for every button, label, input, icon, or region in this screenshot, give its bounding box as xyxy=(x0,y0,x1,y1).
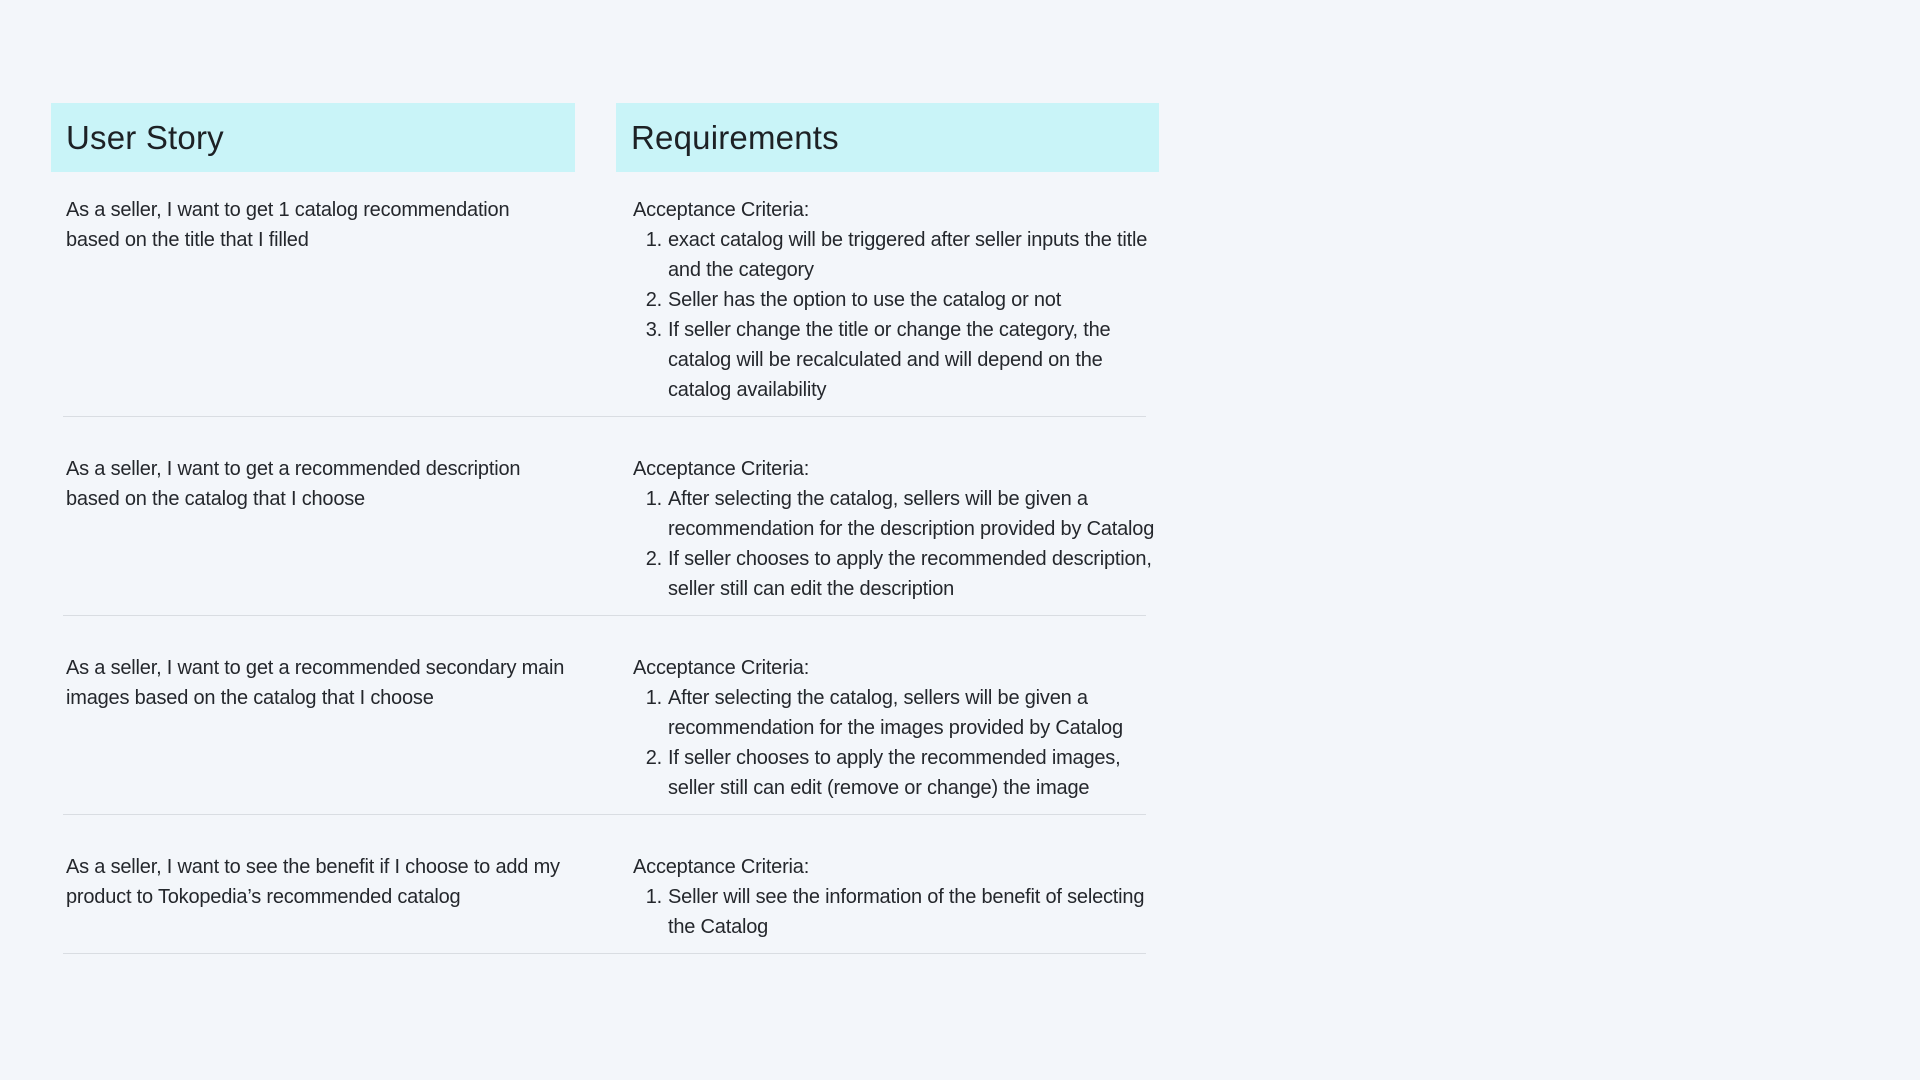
table-row xyxy=(51,172,1159,417)
requirements-cell xyxy=(616,195,1159,405)
requirements-cell xyxy=(616,852,1159,942)
user-story-cell xyxy=(51,653,575,803)
table-row xyxy=(51,815,1159,954)
acceptance-criteria-list xyxy=(633,225,1157,405)
acceptance-criteria-list xyxy=(633,683,1157,803)
acceptance-criteria-item-text: After selecting the catalog, sellers will be given a recommendation for the description provided by Catalog xyxy=(668,488,1155,540)
acceptance-criteria-item-text: If seller change the title or change the category, the catalog will be recalculated and will depend on the catalog availability xyxy=(668,319,1111,401)
user-story-cell xyxy=(51,195,575,405)
table-row xyxy=(51,616,1159,815)
acceptance-criteria-list xyxy=(633,484,1157,604)
acceptance-criteria-item xyxy=(633,315,1157,405)
requirements-cell xyxy=(616,653,1159,803)
acceptance-criteria-item xyxy=(633,484,1157,544)
user-story-cell xyxy=(51,454,575,604)
acceptance-criteria-item xyxy=(633,882,1157,942)
acceptance-criteria-item xyxy=(633,544,1157,604)
acceptance-criteria-item xyxy=(633,743,1157,803)
acceptance-criteria-label: Acceptance Criteria: xyxy=(633,856,810,878)
acceptance-criteria-item-text: Seller will see the information of the benefit of selecting the Catalog xyxy=(668,886,1145,938)
column-header-requirements: Requirements xyxy=(616,103,1159,172)
table-row xyxy=(51,417,1159,616)
user-story-text: As a seller, I want to see the benefit if I choose to add my product to Tokopedia’s recommended catalog xyxy=(66,856,560,908)
table-body xyxy=(51,172,1159,954)
acceptance-criteria-item xyxy=(633,225,1157,285)
requirements-cell xyxy=(616,454,1159,604)
acceptance-criteria-item xyxy=(633,285,1157,315)
user-story-cell xyxy=(51,852,575,942)
acceptance-criteria-item xyxy=(633,683,1157,743)
table-header-row xyxy=(51,103,1159,172)
acceptance-criteria-item-text: exact catalog will be triggered after seller inputs the title and the category xyxy=(668,229,1148,281)
acceptance-criteria-item-text: If seller chooses to apply the recommended description, seller still can edit the description xyxy=(668,548,1152,600)
user-story-text: As a seller, I want to get a recommended description based on the catalog that I choose xyxy=(66,458,521,510)
acceptance-criteria-label: Acceptance Criteria: xyxy=(633,657,810,679)
acceptance-criteria-item-text: After selecting the catalog, sellers will be given a recommendation for the images provided by Catalog xyxy=(668,687,1123,739)
acceptance-criteria-list xyxy=(633,882,1157,942)
user-story-text: As a seller, I want to get a recommended secondary main images based on the catalog that I choose xyxy=(66,657,565,709)
user-story-table xyxy=(51,103,1159,954)
acceptance-criteria-item-text: If seller chooses to apply the recommended images, seller still can edit (remove or change) the image xyxy=(668,747,1121,799)
acceptance-criteria-label: Acceptance Criteria: xyxy=(633,458,810,480)
user-story-text: As a seller, I want to get 1 catalog recommendation based on the title that I filled xyxy=(66,199,510,251)
acceptance-criteria-item-text: Seller has the option to use the catalog or not xyxy=(668,289,1062,311)
column-header-user-story: User Story xyxy=(51,103,575,172)
acceptance-criteria-label: Acceptance Criteria: xyxy=(633,199,810,221)
